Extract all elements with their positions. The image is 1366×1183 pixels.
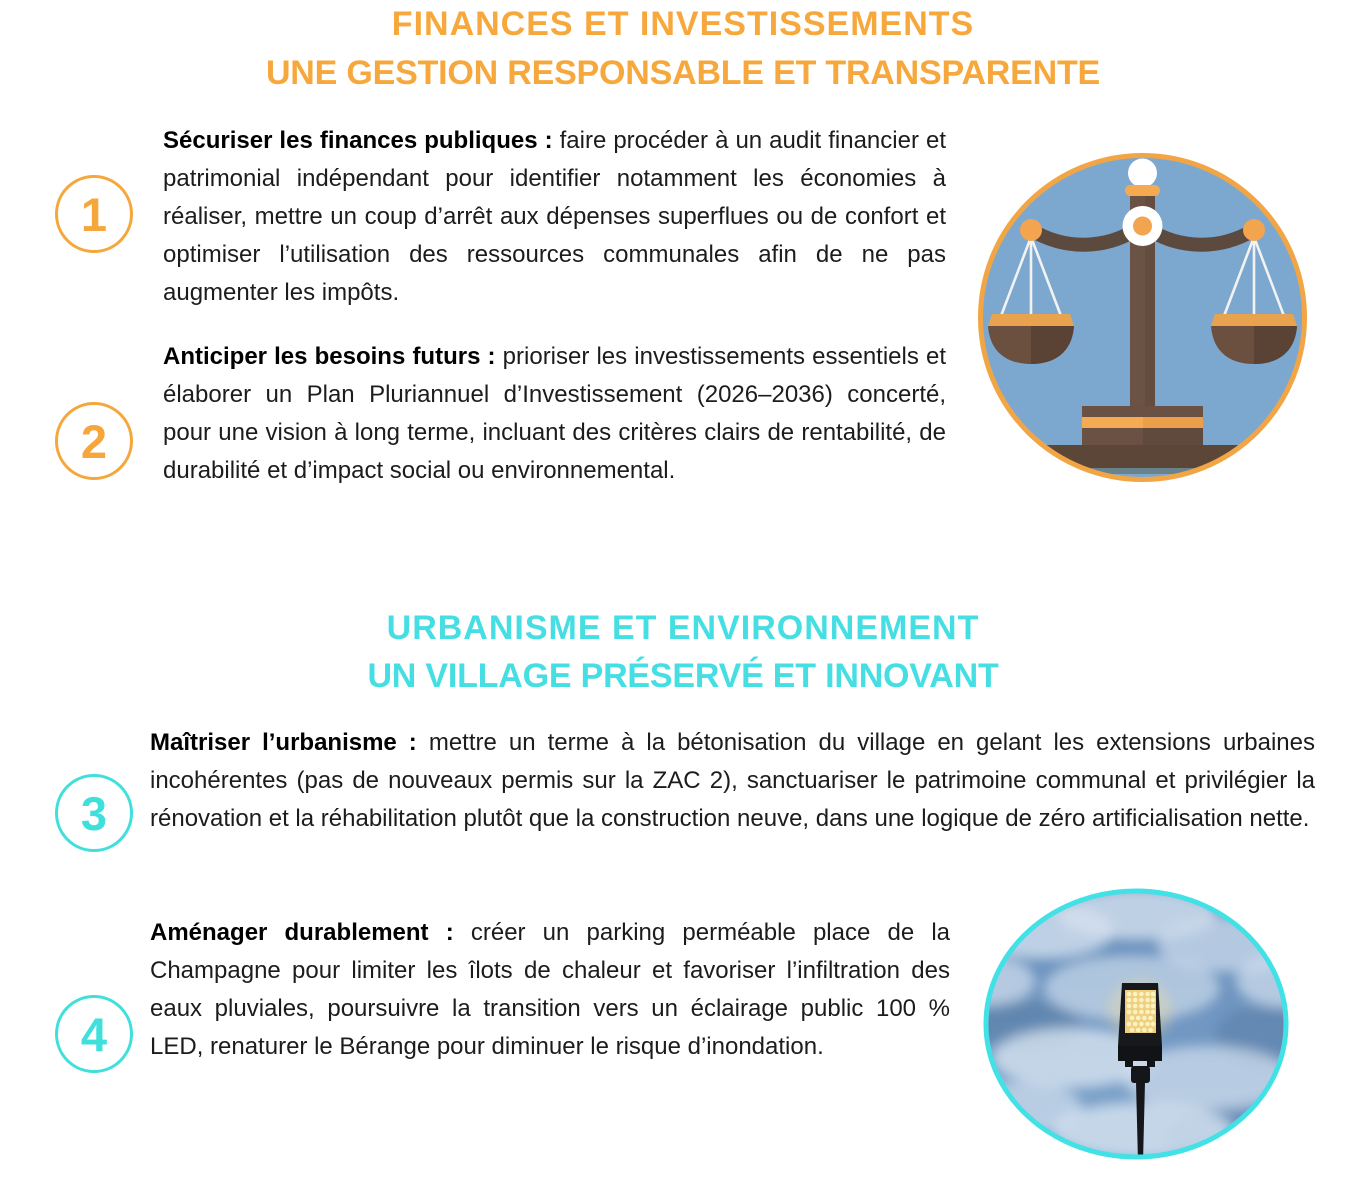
right-pan-rim bbox=[1211, 314, 1297, 326]
number-badge-4-label: 4 bbox=[80, 1007, 108, 1061]
lamp-collar bbox=[1131, 1066, 1150, 1083]
number-badge-2 bbox=[55, 402, 133, 480]
paragraph-4-body: créer un parking perméable place de la Champagne pour limiter les îlots de chaleur et favoriser l’infiltration des eaux pluviales, poursuivre la transition vers un éclairage public 100 % LED, renaturer le Bérange pour diminuer le risque d’inondation. bbox=[150, 919, 950, 1060]
beam-right-end bbox=[1243, 219, 1265, 241]
cloudy-sky-background bbox=[982, 886, 1290, 1162]
number-badge-2-label: 2 bbox=[80, 414, 108, 468]
paragraph-2-lead: Anticiper les besoins futurs : bbox=[163, 343, 496, 370]
paragraph-3-lead: Maîtriser l’urbanisme : bbox=[150, 729, 417, 756]
lamp-tab-left bbox=[1125, 1061, 1133, 1067]
scales-of-justice-illustration bbox=[974, 149, 1311, 486]
number-badge-1 bbox=[55, 175, 133, 253]
pivot-inner bbox=[1133, 217, 1152, 236]
paragraph-maitriser-urbanisme bbox=[150, 724, 1315, 838]
finances-section-title: UNE GESTION RESPONSABLE ET TRANSPARENTE bbox=[265, 54, 1101, 92]
paragraph-3-body: mettre un terme à la bétonisation du village en gelant les extensions urbaines incohérentes (pas de nouveaux permis sur la ZAC 2), sanctuariser le patrimoine communal et privilégier la rénovation et la réhabilitation plutôt que la construction neuve, dans une logique de zéro artificialisation nette. bbox=[150, 729, 1316, 832]
pedestal-block-shade bbox=[1143, 428, 1203, 445]
urbanisme-section-kicker: URBANISME ET ENVIRONNEMENT bbox=[386, 609, 980, 647]
number-badge-1-label: 1 bbox=[80, 187, 108, 241]
paragraph-1-body: faire procéder à un audit financier et patrimonial indépendant pour identifier notamment les économies à réaliser, mettre un coup d’arrêt aux dépenses superflues ou de confort et optimiser l’utilisation des ressources communales afin de ne pas augmenter les impôts. bbox=[163, 127, 946, 306]
finances-section-kicker: FINANCES ET INVESTISSEMENTS bbox=[391, 5, 975, 43]
paragraph-amenager-durablement bbox=[150, 914, 950, 1066]
number-badge-3 bbox=[55, 774, 133, 852]
post-orange-band bbox=[1125, 185, 1160, 196]
pedestal-top bbox=[1082, 406, 1203, 417]
lamp-tab-right bbox=[1147, 1061, 1155, 1067]
post-top-ball bbox=[1128, 159, 1157, 188]
paragraph-1-lead: Sécuriser les finances publiques : bbox=[163, 127, 553, 154]
led-street-lamp-photo bbox=[982, 886, 1290, 1162]
beam-left-end bbox=[1020, 219, 1042, 241]
paragraph-anticiper-besoins bbox=[163, 338, 946, 490]
paragraph-4-lead: Aménager durablement : bbox=[150, 919, 454, 946]
paragraph-2-body: prioriser les investissements essentiels et élaborer un Plan Pluriannuel d’Investissement (2026–2036) concerté, pour une vision à long terme, incluant des critères clairs de rentabilité, de durabilité et d’impact social ou environnemental. bbox=[163, 343, 946, 484]
lamp-head-base bbox=[1118, 1046, 1162, 1061]
left-pan-rim bbox=[988, 314, 1074, 326]
pedestal-orange-stripe-shade bbox=[1143, 417, 1203, 428]
number-badge-3-label: 3 bbox=[80, 786, 108, 840]
number-badge-4 bbox=[55, 995, 133, 1073]
urbanisme-section-title: UN VILLAGE PRÉSERVÉ ET INNOVANT bbox=[367, 657, 999, 695]
paragraph-securiser-finances bbox=[163, 122, 946, 312]
